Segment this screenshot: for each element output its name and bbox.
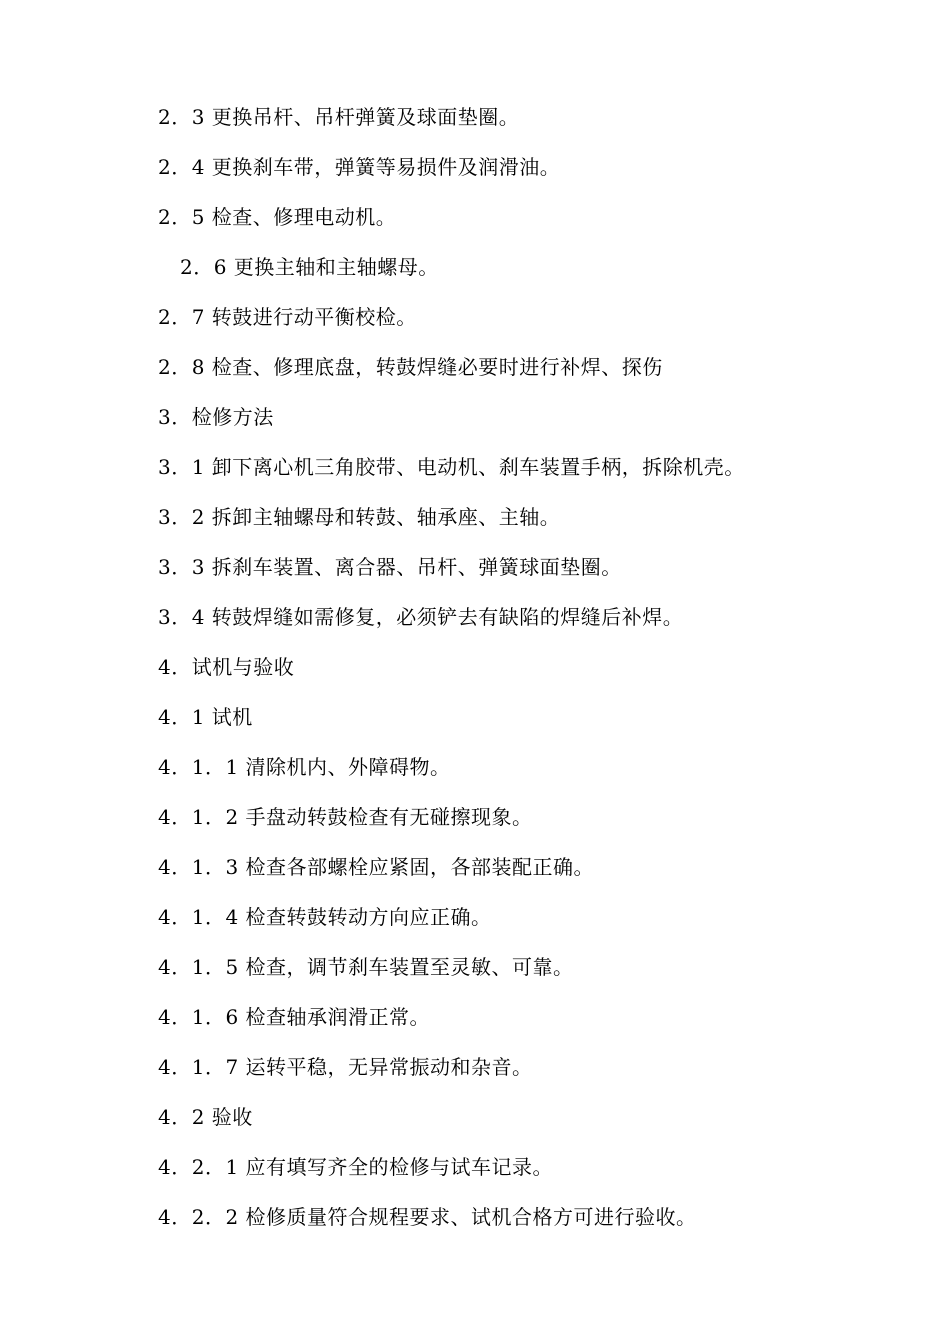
text-line-2-7: 2．7 转鼓进行动平衡校检。 <box>158 305 417 329</box>
text-line-4-1-2: 4．1．2 手盘动转鼓检查有无碰擦现象。 <box>158 805 533 829</box>
text-line-2-5: 2．5 检查、修理电动机。 <box>158 205 397 229</box>
text-line-2-6: 2．6 更换主轴和主轴螺母。 <box>180 255 439 279</box>
text-line-4-1-4: 4．1．4 检查转鼓转动方向应正确。 <box>158 905 492 929</box>
section-heading-4: 4．试机与验收 <box>158 655 295 679</box>
text-line-4-2-1: 4．2．1 应有填写齐全的检修与试车记录。 <box>158 1155 554 1179</box>
text-line-2-3: 2．3 更换吊杆、吊杆弹簧及球面垫圈。 <box>158 105 520 129</box>
text-line-4-1-6: 4．1．6 检查轴承润滑正常。 <box>158 1005 431 1029</box>
document-body <box>158 100 878 1250</box>
text-line-4-1-5: 4．1．5 检查，调节刹车装置至灵敏、可靠。 <box>158 955 574 979</box>
text-line-3-3: 3．3 拆刹车装置、离合器、吊杆、弹簧球面垫圈。 <box>158 555 622 579</box>
text-line-3-1: 3．1 卸下离心机三角胶带、电动机、刹车装置手柄，拆除机壳。 <box>158 455 745 479</box>
text-line-4-2-2: 4．2．2 检修质量符合规程要求、试机合格方可进行验收。 <box>158 1205 697 1229</box>
text-line-3-2: 3．2 拆卸主轴螺母和转鼓、轴承座、主轴。 <box>158 505 561 529</box>
text-line-2-4: 2．4 更换刹车带，弹簧等易损件及润滑油。 <box>158 155 561 179</box>
text-line-4-1-7: 4．1．7 运转平稳，无异常振动和杂音。 <box>158 1055 533 1079</box>
subsection-heading-4-2: 4．2 验收 <box>158 1105 253 1129</box>
section-heading-3: 3．检修方法 <box>158 405 274 429</box>
text-line-4-1-1: 4．1．1 清除机内、外障碍物。 <box>158 755 451 779</box>
text-line-3-4: 3．4 转鼓焊缝如需修复，必须铲去有缺陷的焊缝后补焊。 <box>158 605 684 629</box>
subsection-heading-4-1: 4．1 试机 <box>158 705 253 729</box>
text-line-4-1-3: 4．1．3 检查各部螺栓应紧固，各部装配正确。 <box>158 855 595 879</box>
text-line-2-8: 2．8 检查、修理底盘，转鼓焊缝必要时进行补焊、探伤 <box>158 355 663 379</box>
